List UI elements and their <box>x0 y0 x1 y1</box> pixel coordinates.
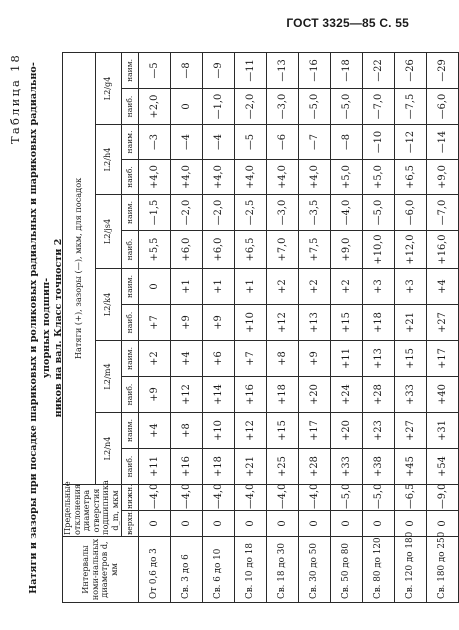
table-row <box>138 52 170 602</box>
cell-value: +4,0 <box>202 159 234 194</box>
cell-lower: —4,0 <box>298 484 330 510</box>
header-naib: наиб. <box>121 448 138 484</box>
cell-value: +12 <box>266 304 298 340</box>
cell-value: +54 <box>426 448 458 484</box>
cell-upper: 0 <box>202 511 234 537</box>
cell-value: 0 <box>170 88 202 124</box>
cell-value: +5,0 <box>330 159 362 194</box>
header-fit-3: L2/js4 <box>95 194 121 268</box>
header-fit-4: L2/h4 <box>95 124 121 194</box>
cell-value: +13 <box>298 304 330 340</box>
table-row <box>330 52 362 602</box>
cell-interval: Св. 30 до 50 <box>298 537 330 603</box>
cell-value: +18 <box>266 376 298 412</box>
table-row <box>426 52 458 602</box>
cell-lower: —4,0 <box>234 484 266 510</box>
cell-value: +21 <box>234 448 266 484</box>
fits-table <box>62 52 459 603</box>
title-line-2: ников на вал. Класс точности 2 <box>53 238 64 418</box>
cell-value: +10 <box>202 412 234 448</box>
cell-value: +4 <box>138 412 170 448</box>
cell-value: +9,0 <box>426 159 458 194</box>
cell-value: —9 <box>202 52 234 88</box>
cell-value: +1 <box>234 268 266 304</box>
cell-value: +1 <box>170 268 202 304</box>
header-interval: Интервалы номи-нальных диаметров d, мм <box>63 537 139 603</box>
cell-value: +27 <box>394 412 426 448</box>
cell-value: +18 <box>202 448 234 484</box>
cell-upper: 0 <box>426 511 458 537</box>
cell-value: —1,0 <box>202 88 234 124</box>
cell-value: +3 <box>394 268 426 304</box>
cell-lower: —5,0 <box>330 484 362 510</box>
cell-value: +2 <box>330 268 362 304</box>
cell-value: +10 <box>234 304 266 340</box>
header-naim: наим. <box>121 124 138 159</box>
cell-value: +23 <box>362 412 394 448</box>
cell-value: +2,0 <box>138 88 170 124</box>
cell-value: —3 <box>138 124 170 159</box>
cell-interval: Св. 80 до 120 <box>362 537 394 603</box>
header-naim: наим. <box>121 194 138 230</box>
cell-value: —5,0 <box>330 88 362 124</box>
cell-value: +9,0 <box>330 230 362 268</box>
cell-interval: Св. 50 до 80 <box>330 537 362 603</box>
cell-value: —7,5 <box>394 88 426 124</box>
cell-value: —2,0 <box>170 194 202 230</box>
cell-value: +6 <box>202 340 234 376</box>
cell-value: +6,0 <box>202 230 234 268</box>
cell-value: —5 <box>234 124 266 159</box>
header-naib: наиб. <box>121 376 138 412</box>
cell-value: +31 <box>426 412 458 448</box>
cell-value: +4,0 <box>138 159 170 194</box>
cell-lower: —4,0 <box>170 484 202 510</box>
cell-value: +11 <box>330 340 362 376</box>
cell-interval: От 0,6 до 3 <box>138 537 170 603</box>
header-naim: наим. <box>121 268 138 304</box>
rotated-page <box>0 48 448 608</box>
cell-value: —3,0 <box>266 194 298 230</box>
page-header: ГОСТ 3325—85 С. 55 <box>286 16 409 30</box>
table-row <box>202 52 234 602</box>
cell-upper: 0 <box>394 511 426 537</box>
cell-lower: —4,0 <box>202 484 234 510</box>
header-naim: наим. <box>121 412 138 448</box>
cell-value: +45 <box>394 448 426 484</box>
table-row <box>298 52 330 602</box>
cell-upper: 0 <box>170 511 202 537</box>
table-row <box>234 52 266 602</box>
cell-value: +15 <box>394 340 426 376</box>
cell-value: +6,0 <box>170 230 202 268</box>
cell-value: —11 <box>234 52 266 88</box>
cell-value: —2,0 <box>202 194 234 230</box>
cell-value: +8 <box>170 412 202 448</box>
cell-value: —6,0 <box>394 194 426 230</box>
table-row <box>170 52 202 602</box>
cell-value: +21 <box>394 304 426 340</box>
header-upper: верхн. <box>121 511 138 537</box>
cell-value: +9 <box>298 340 330 376</box>
header-deviations: Предельные отклонения диаметра отверстия подшипника d_m, мкм <box>62 480 120 535</box>
cell-value: —8 <box>170 52 202 88</box>
title-line-1: Натяги и зазоры при посадке шариковых и роликовых радиальных и шариковых радиально-упорных подшип- <box>28 62 52 594</box>
cell-value: —3,0 <box>266 88 298 124</box>
cell-value: +4,0 <box>266 159 298 194</box>
cell-upper: 0 <box>138 511 170 537</box>
cell-value: +16,0 <box>426 230 458 268</box>
cell-value: —3,5 <box>298 194 330 230</box>
header-lower: нижн. <box>121 484 138 510</box>
cell-value: +5,0 <box>362 159 394 194</box>
cell-upper: 0 <box>298 511 330 537</box>
cell-value: —13 <box>266 52 298 88</box>
cell-value: —12 <box>394 124 426 159</box>
cell-value: —7 <box>298 124 330 159</box>
cell-value: +10,0 <box>362 230 394 268</box>
cell-value: +7,5 <box>298 230 330 268</box>
cell-value: +16 <box>234 376 266 412</box>
header-naib: наиб. <box>121 159 138 194</box>
cell-lower: —9,0 <box>426 484 458 510</box>
cell-value: +5,5 <box>138 230 170 268</box>
cell-value: —16 <box>298 52 330 88</box>
cell-interval: Св. 18 до 30 <box>266 537 298 603</box>
cell-upper: 0 <box>234 511 266 537</box>
cell-interval: Св. 6 до 10 <box>202 537 234 603</box>
cell-interval: Св. 180 до 250 <box>426 537 458 603</box>
table-row <box>266 52 298 602</box>
cell-value: —7,0 <box>362 88 394 124</box>
cell-value: +1 <box>202 268 234 304</box>
cell-value: +28 <box>362 376 394 412</box>
cell-value: —4 <box>170 124 202 159</box>
cell-value: —2,0 <box>234 88 266 124</box>
cell-value: +28 <box>298 448 330 484</box>
cell-interval: Св. 3 до 6 <box>170 537 202 603</box>
cell-value: +16 <box>170 448 202 484</box>
cell-value: +13 <box>362 340 394 376</box>
cell-upper: 0 <box>266 511 298 537</box>
cell-value: +18 <box>362 304 394 340</box>
cell-value: +6,5 <box>394 159 426 194</box>
cell-value: +6,5 <box>234 230 266 268</box>
cell-lower: —4,0 <box>138 484 170 510</box>
cell-value: +12,0 <box>394 230 426 268</box>
cell-value: —5 <box>138 52 170 88</box>
table-number: Таблица 18 <box>8 53 22 144</box>
cell-upper: 0 <box>362 511 394 537</box>
table-row <box>394 52 426 602</box>
header-naim: наим. <box>121 340 138 376</box>
cell-value: +15 <box>266 412 298 448</box>
cell-value: +8 <box>266 340 298 376</box>
cell-value: —5,0 <box>362 194 394 230</box>
cell-value: +33 <box>330 448 362 484</box>
cell-value: —14 <box>426 124 458 159</box>
cell-value: +4,0 <box>170 159 202 194</box>
cell-value: —26 <box>394 52 426 88</box>
cell-value: —4,0 <box>330 194 362 230</box>
cell-value: +38 <box>362 448 394 484</box>
cell-value: 0 <box>138 268 170 304</box>
cell-value: +7 <box>234 340 266 376</box>
cell-value: —5,0 <box>298 88 330 124</box>
header-naim: наим. <box>121 52 138 88</box>
cell-value: +4 <box>170 340 202 376</box>
cell-lower: —5,0 <box>362 484 394 510</box>
cell-value: —8 <box>330 124 362 159</box>
cell-interval: Св. 120 до 180 <box>394 537 426 603</box>
cell-value: —10 <box>362 124 394 159</box>
header-fit-group: Натяги (+), зазоры (—), мкм, для посадок <box>63 52 96 484</box>
cell-value: +33 <box>394 376 426 412</box>
cell-value: —1,5 <box>138 194 170 230</box>
cell-value: —6,0 <box>426 88 458 124</box>
header-naib: наиб. <box>121 230 138 268</box>
cell-value: +2 <box>138 340 170 376</box>
header-fit-0: L2/n4 <box>95 412 121 484</box>
cell-value: +14 <box>202 376 234 412</box>
cell-value: +27 <box>426 304 458 340</box>
cell-upper: 0 <box>330 511 362 537</box>
cell-value: —18 <box>330 52 362 88</box>
cell-value: +7,0 <box>266 230 298 268</box>
table-row <box>362 52 394 602</box>
cell-value: +4,0 <box>234 159 266 194</box>
cell-value: +15 <box>330 304 362 340</box>
cell-value: +9 <box>202 304 234 340</box>
cell-value: +25 <box>266 448 298 484</box>
cell-interval: Св. 10 до 18 <box>234 537 266 603</box>
cell-value: —6 <box>266 124 298 159</box>
cell-value: +9 <box>138 376 170 412</box>
cell-value: +20 <box>298 376 330 412</box>
header-naib: наиб. <box>121 304 138 340</box>
cell-value: —4 <box>202 124 234 159</box>
header-fit-2: L2/k4 <box>95 268 121 340</box>
cell-value: —29 <box>426 52 458 88</box>
cell-value: +2 <box>298 268 330 304</box>
cell-value: +4 <box>426 268 458 304</box>
cell-value: —22 <box>362 52 394 88</box>
table-title <box>28 54 66 602</box>
cell-lower: —6,5 <box>394 484 426 510</box>
cell-value: +40 <box>426 376 458 412</box>
cell-value: +12 <box>170 376 202 412</box>
cell-value: +20 <box>330 412 362 448</box>
cell-lower: —4,0 <box>266 484 298 510</box>
header-fit-5: L2/g4 <box>95 52 121 124</box>
cell-value: +24 <box>330 376 362 412</box>
cell-value: +11 <box>138 448 170 484</box>
cell-value: +12 <box>234 412 266 448</box>
cell-value: +3 <box>362 268 394 304</box>
cell-value: —7,0 <box>426 194 458 230</box>
header-fit-1: L2/m4 <box>95 340 121 412</box>
cell-value: +17 <box>426 340 458 376</box>
cell-value: +17 <box>298 412 330 448</box>
cell-value: +2 <box>266 268 298 304</box>
cell-value: +4,0 <box>298 159 330 194</box>
cell-value: +7 <box>138 304 170 340</box>
cell-value: —2,5 <box>234 194 266 230</box>
header-naib: наиб. <box>121 88 138 124</box>
cell-value: +9 <box>170 304 202 340</box>
